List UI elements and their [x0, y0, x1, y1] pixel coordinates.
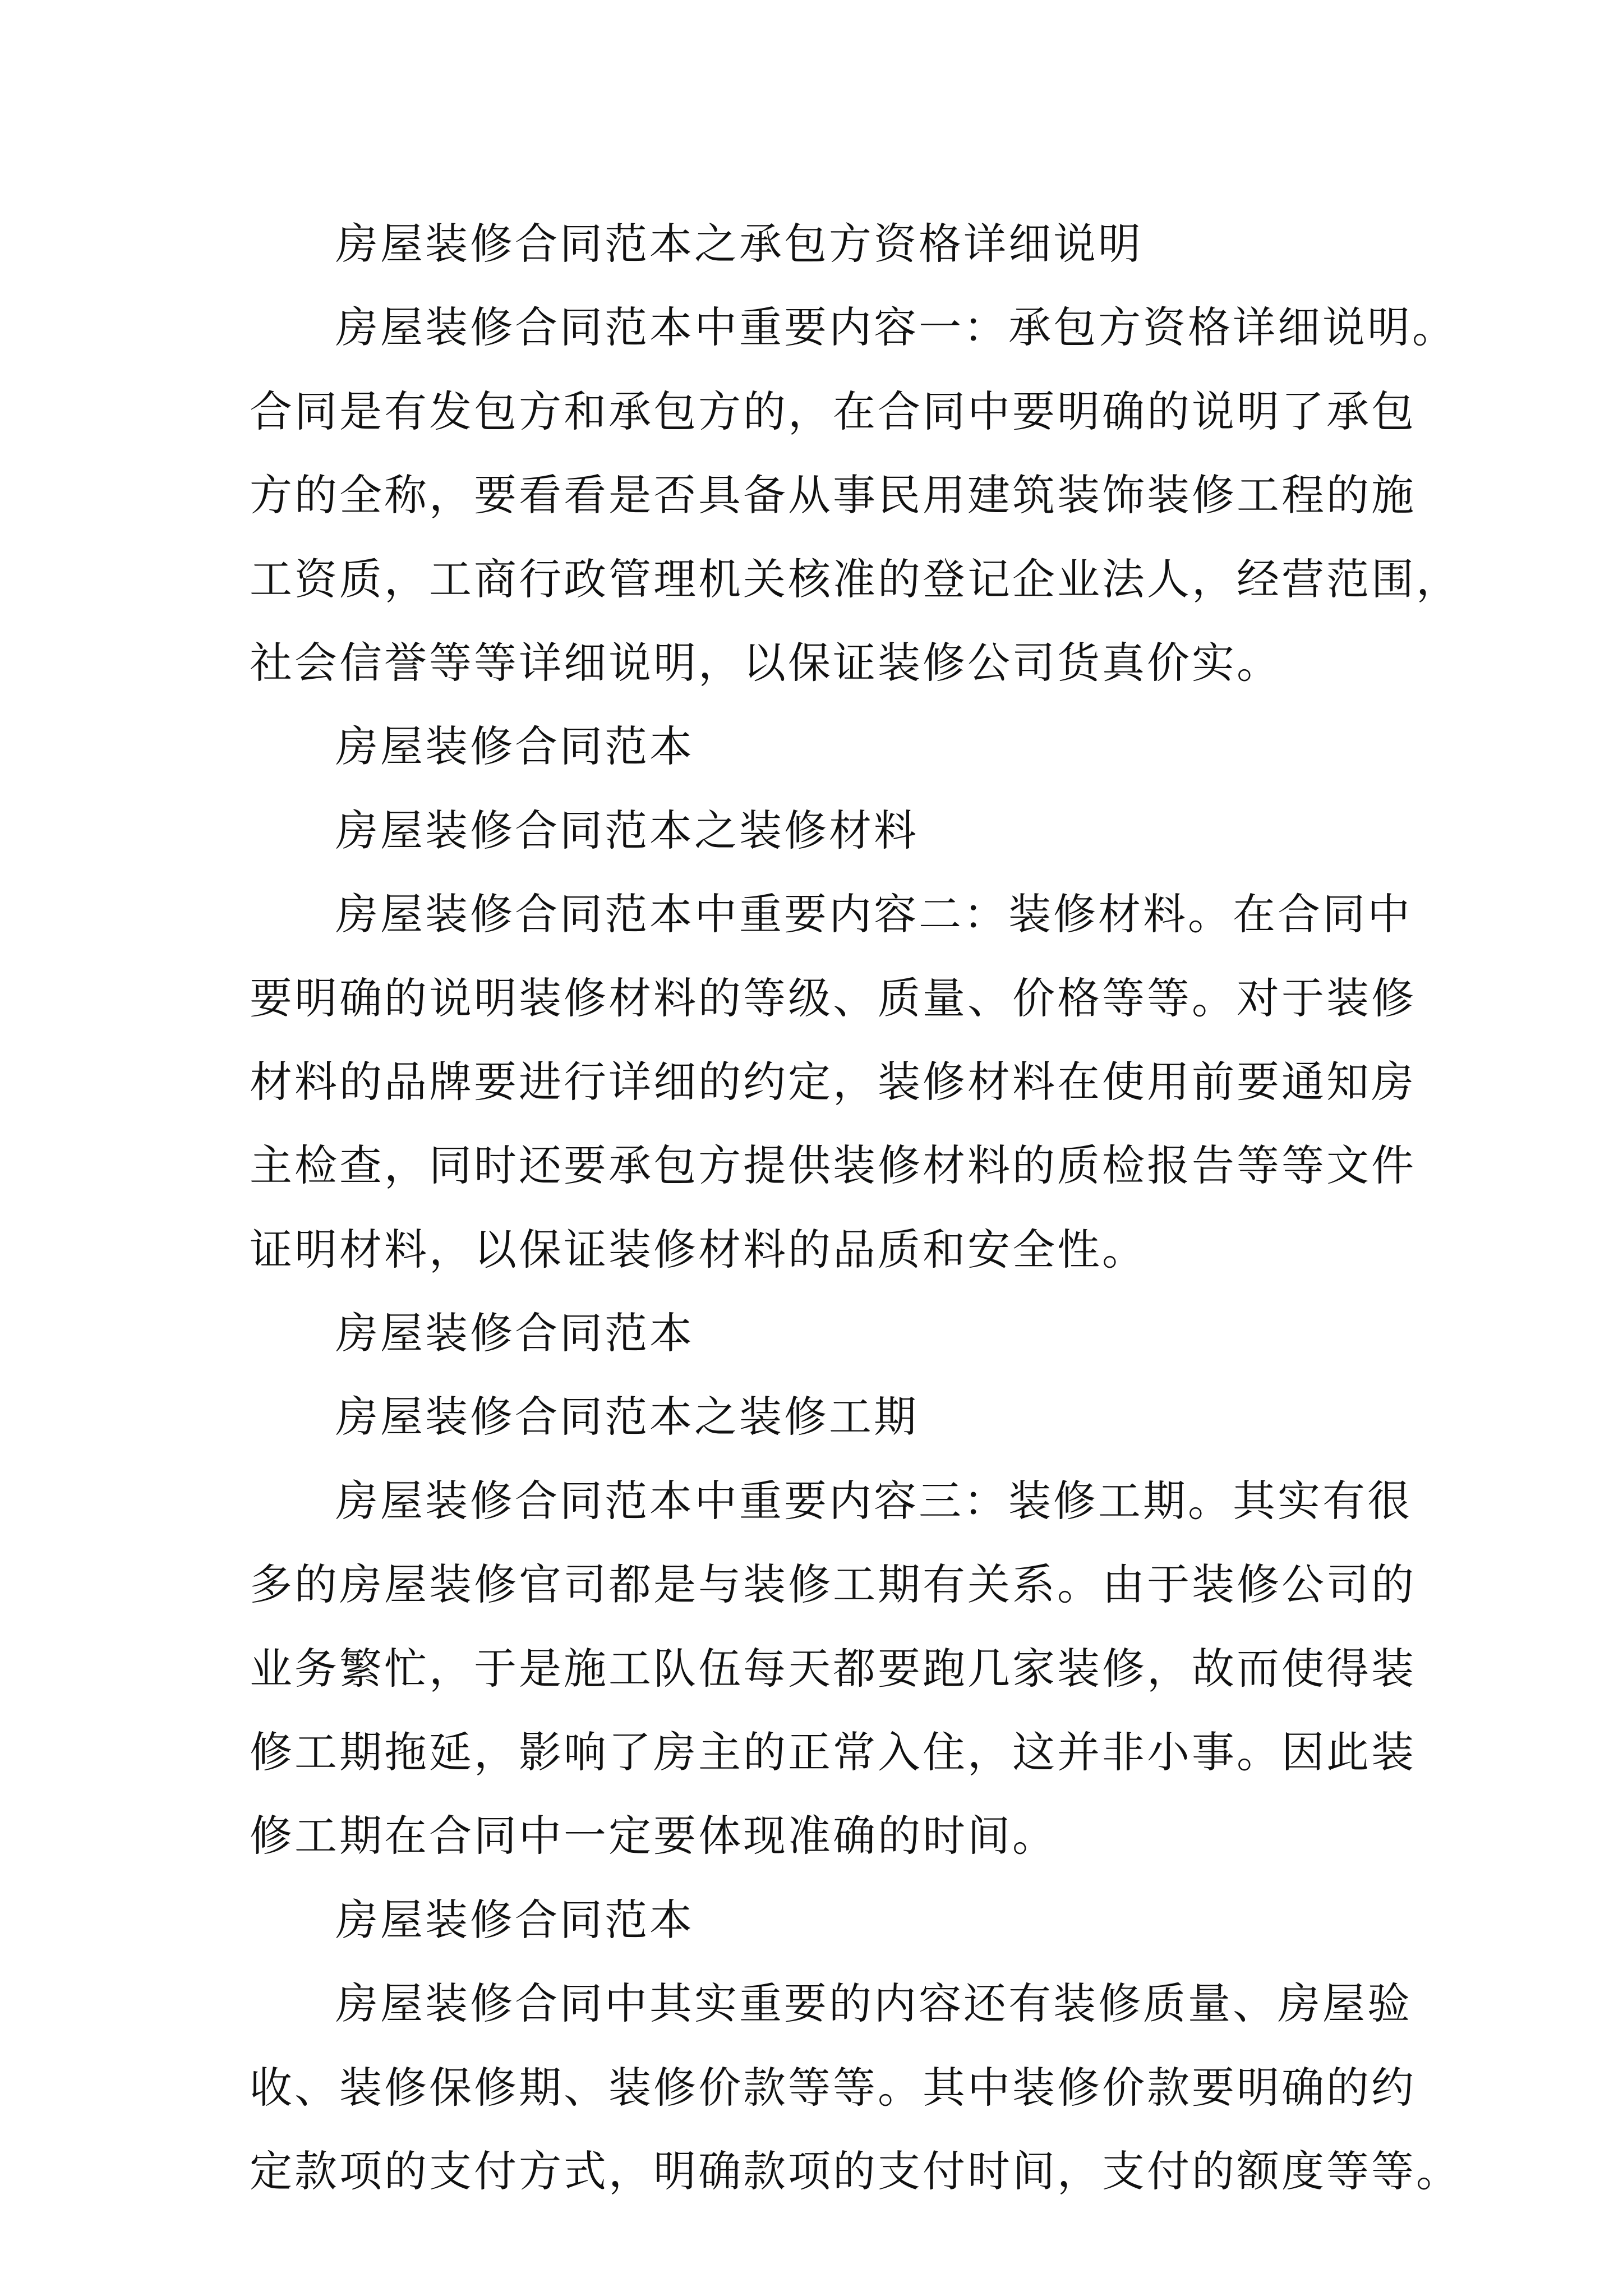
paragraph-line: 修工期拖延，影响了房主的正常入住，这并非小事。因此装	[250, 1727, 1416, 1778]
caption-contract-template	[250, 705, 1455, 788]
paragraph-line: 房屋装修合同范本之承包方资格详细说明	[335, 219, 1143, 269]
paragraph-line: 要明确的说明装修材料的等级、质量、价格等等。对于装修	[250, 973, 1416, 1023]
paragraph-line: 房屋装修合同范本中重要内容一：承包方资格详细说明。	[335, 302, 1457, 353]
caption-contract-template	[250, 1878, 1455, 1962]
paragraph-contractor-qualification	[250, 286, 1461, 705]
paragraph-line: 房屋装修合同范本	[335, 721, 694, 772]
paragraph-line: 修工期在合同中一定要体现准确的时间。	[250, 1811, 1057, 1861]
paragraph-line: 房屋装修合同范本	[335, 1894, 694, 1945]
paragraph-line: 业务繁忙，于是施工队伍每天都要跑几家装修，故而使得装	[250, 1643, 1416, 1694]
paragraph-line: 社会信誉等等详细说明，以保证装修公司货真价实。	[250, 637, 1281, 688]
paragraph-line: 房屋装修合同中其实重要的内容还有装修质量、房屋验	[335, 1978, 1412, 2029]
paragraph-line: 收、装修保修期、装修价款等等。其中装修价款要明确的约	[250, 2062, 1416, 2113]
paragraph-other-terms	[250, 1962, 1461, 2213]
paragraph-line: 房屋装修合同范本之装修材料	[335, 805, 919, 855]
paragraph-line: 房屋装修合同范本中重要内容二：装修材料。在合同中	[335, 889, 1412, 940]
section-heading-contractor-qualification	[250, 202, 1455, 286]
section-heading-schedule	[250, 1375, 1455, 1458]
section-heading-materials	[250, 789, 1455, 872]
paragraph-line: 工资质，工商行政管理机关核准的登记企业法人，经营范围，	[250, 554, 1461, 604]
paragraph-line: 合同是有发包方和承包方的，在合同中要明确的说明了承包	[250, 386, 1416, 436]
paragraph-schedule	[250, 1459, 1455, 1878]
paragraph-line: 房屋装修合同范本中重要内容三：装修工期。其实有很	[335, 1475, 1412, 1526]
paragraph-line: 房屋装修合同范本之装修工期	[335, 1392, 919, 1442]
paragraph-line: 定款项的支付方式，明确款项的支付时间，支付的额度等等。	[250, 2146, 1461, 2196]
document-body	[250, 202, 1461, 2213]
paragraph-line: 方的全称，要看看是否具备从事民用建筑装饰装修工程的施	[250, 470, 1416, 521]
paragraph-line: 主检查，同时还要承包方提供装修材料的质检报告等等文件	[250, 1140, 1416, 1191]
caption-contract-template	[250, 1291, 1455, 1375]
paragraph-materials	[250, 872, 1455, 1291]
paragraph-line: 房屋装修合同范本	[335, 1308, 694, 1359]
paragraph-line: 证明材料，以保证装修材料的品质和安全性。	[250, 1224, 1147, 1274]
paragraph-line: 多的房屋装修官司都是与装修工期有关系。由于装修公司的	[250, 1559, 1416, 1610]
paragraph-line: 材料的品牌要进行详细的约定，装修材料在使用前要通知房	[250, 1056, 1416, 1107]
